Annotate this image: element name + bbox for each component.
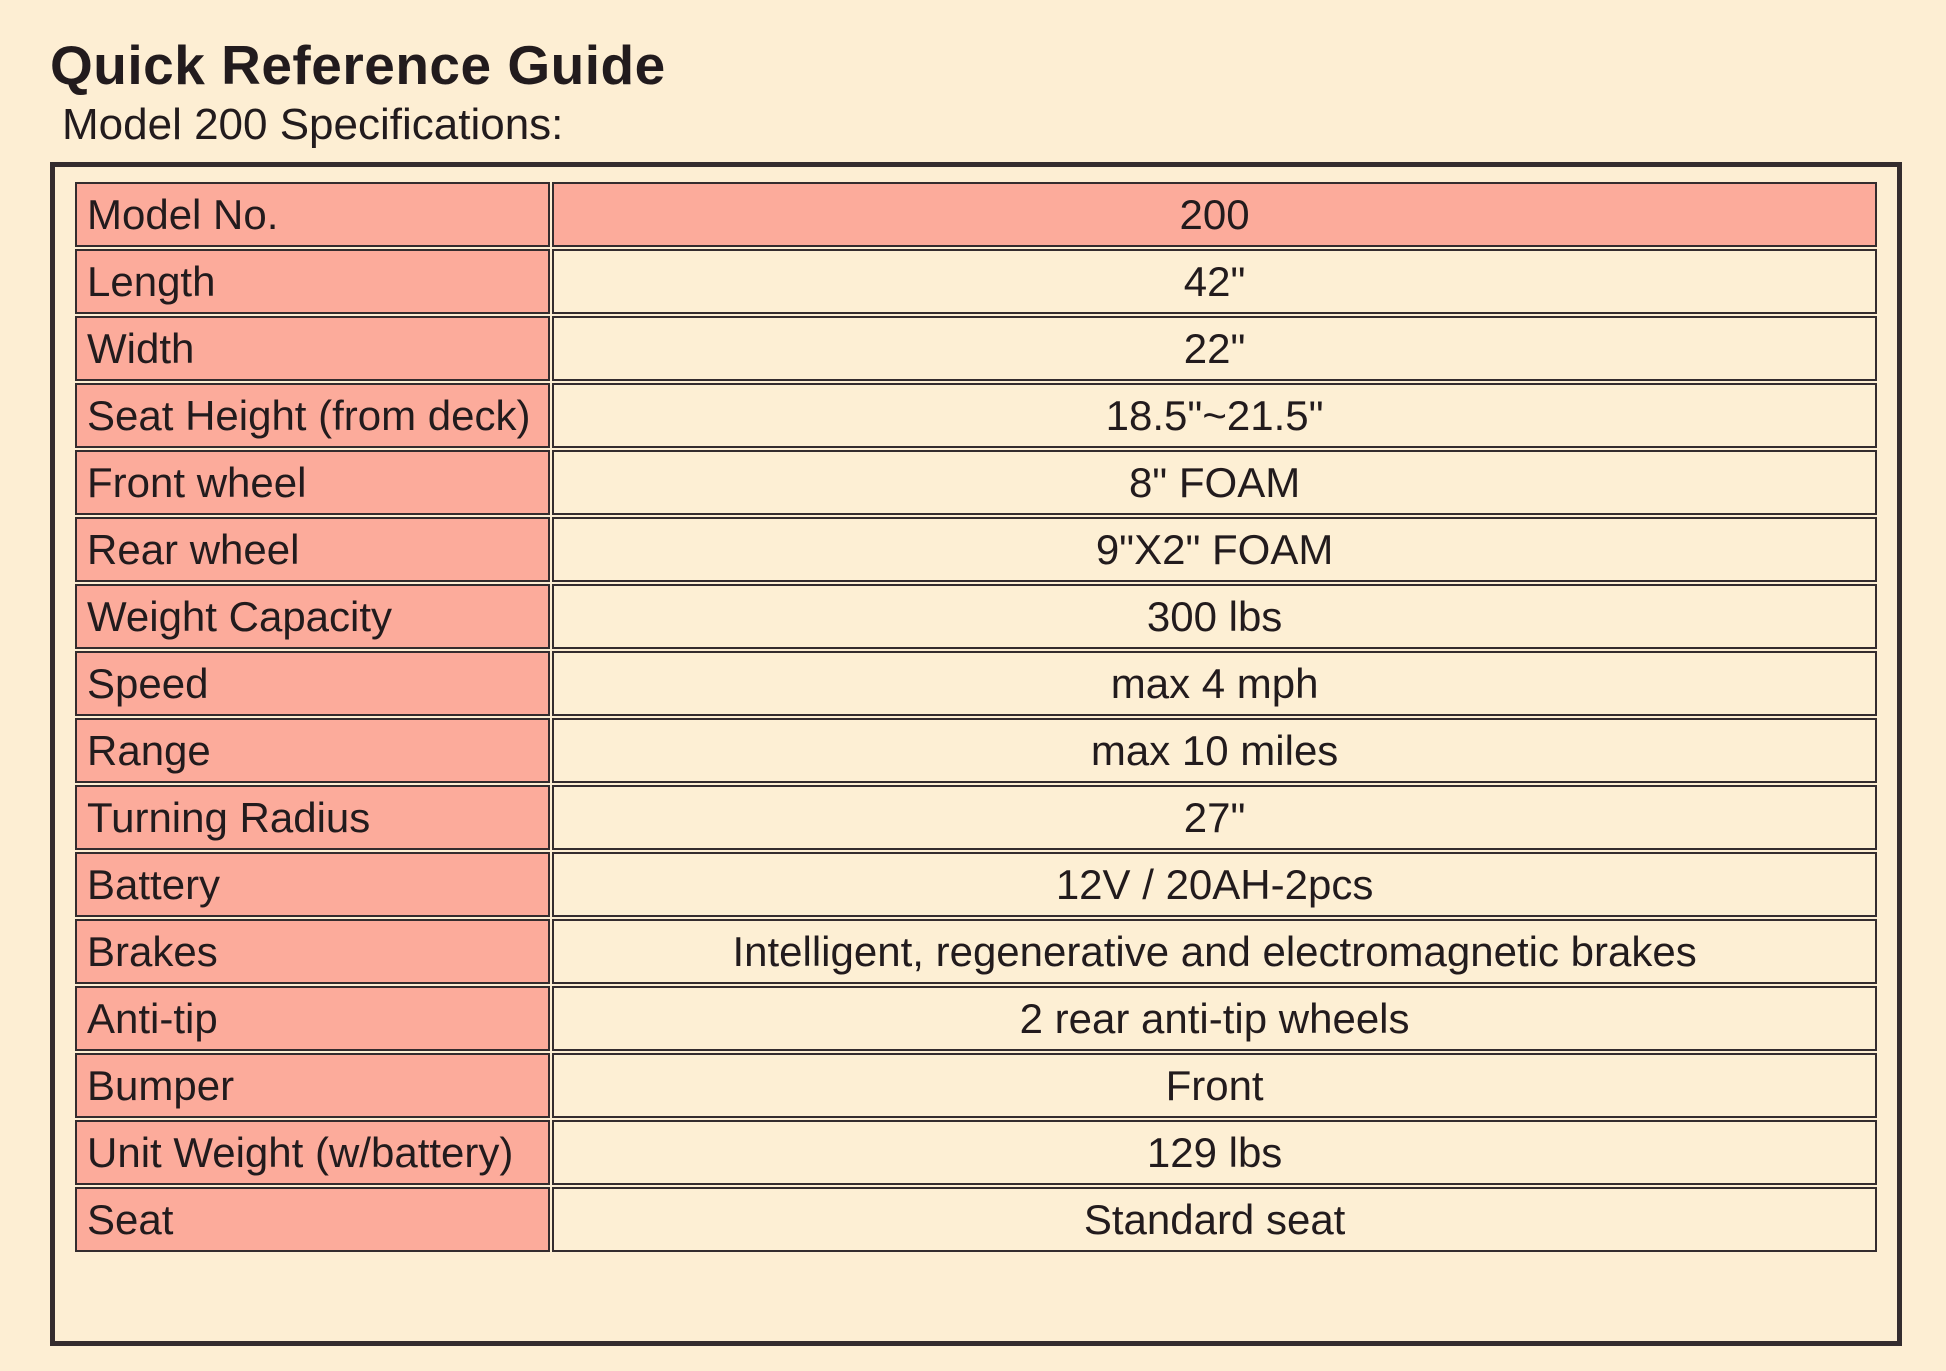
table-row bbox=[75, 450, 1877, 515]
spec-label-width: Width bbox=[75, 316, 550, 381]
spec-table bbox=[73, 180, 1879, 1254]
spec-value-model-no: 200 bbox=[552, 182, 1877, 247]
spec-value-speed: max 4 mph bbox=[552, 651, 1877, 716]
table-row bbox=[75, 517, 1877, 582]
spec-label-battery: Battery bbox=[75, 852, 550, 917]
spec-label-rear-wheel: Rear wheel bbox=[75, 517, 550, 582]
spec-value-brakes: Intelligent, regenerative and electromagnetic brakes bbox=[552, 919, 1877, 984]
table-row bbox=[75, 1053, 1877, 1118]
spec-value-width: 22" bbox=[552, 316, 1877, 381]
spec-value-battery: 12V / 20AH-2pcs bbox=[552, 852, 1877, 917]
spec-value-turning-radius: 27" bbox=[552, 785, 1877, 850]
spec-label-bumper: Bumper bbox=[75, 1053, 550, 1118]
spec-value-unit-weight: 129 lbs bbox=[552, 1120, 1877, 1185]
spec-label-length: Length bbox=[75, 249, 550, 314]
spec-label-turning-radius: Turning Radius bbox=[75, 785, 550, 850]
spec-label-front-wheel: Front wheel bbox=[75, 450, 550, 515]
spec-label-weight-capacity: Weight Capacity bbox=[75, 584, 550, 649]
spec-value-range: max 10 miles bbox=[552, 718, 1877, 783]
table-row bbox=[75, 249, 1877, 314]
table-row bbox=[75, 785, 1877, 850]
spec-value-length: 42" bbox=[552, 249, 1877, 314]
table-row bbox=[75, 1120, 1877, 1185]
table-row bbox=[75, 986, 1877, 1051]
spec-label-anti-tip: Anti-tip bbox=[75, 986, 550, 1051]
table-row bbox=[75, 182, 1877, 247]
spec-label-model-no: Model No. bbox=[75, 182, 550, 247]
spec-value-front-wheel: 8" FOAM bbox=[552, 450, 1877, 515]
table-row bbox=[75, 1187, 1877, 1252]
spec-value-anti-tip: 2 rear anti-tip wheels bbox=[552, 986, 1877, 1051]
table-row bbox=[75, 651, 1877, 716]
spec-table-frame bbox=[50, 162, 1902, 1346]
spec-label-seat: Seat bbox=[75, 1187, 550, 1252]
table-row bbox=[75, 718, 1877, 783]
page-subtitle: Model 200 Specifications: bbox=[62, 100, 564, 150]
table-row bbox=[75, 383, 1877, 448]
spec-value-weight-capacity: 300 lbs bbox=[552, 584, 1877, 649]
table-row bbox=[75, 584, 1877, 649]
spec-label-speed: Speed bbox=[75, 651, 550, 716]
table-row bbox=[75, 852, 1877, 917]
spec-label-brakes: Brakes bbox=[75, 919, 550, 984]
document-page bbox=[0, 34, 1946, 1346]
spec-value-seat-height: 18.5"~21.5" bbox=[552, 383, 1877, 448]
table-row bbox=[75, 316, 1877, 381]
spec-label-seat-height: Seat Height (from deck) bbox=[75, 383, 550, 448]
spec-label-unit-weight: Unit Weight (w/battery) bbox=[75, 1120, 550, 1185]
spec-value-bumper: Front bbox=[552, 1053, 1877, 1118]
spec-value-seat: Standard seat bbox=[552, 1187, 1877, 1252]
spec-value-rear-wheel: 9"X2" FOAM bbox=[552, 517, 1877, 582]
spec-label-range: Range bbox=[75, 718, 550, 783]
table-row bbox=[75, 919, 1877, 984]
page-title: Quick Reference Guide bbox=[50, 34, 666, 96]
